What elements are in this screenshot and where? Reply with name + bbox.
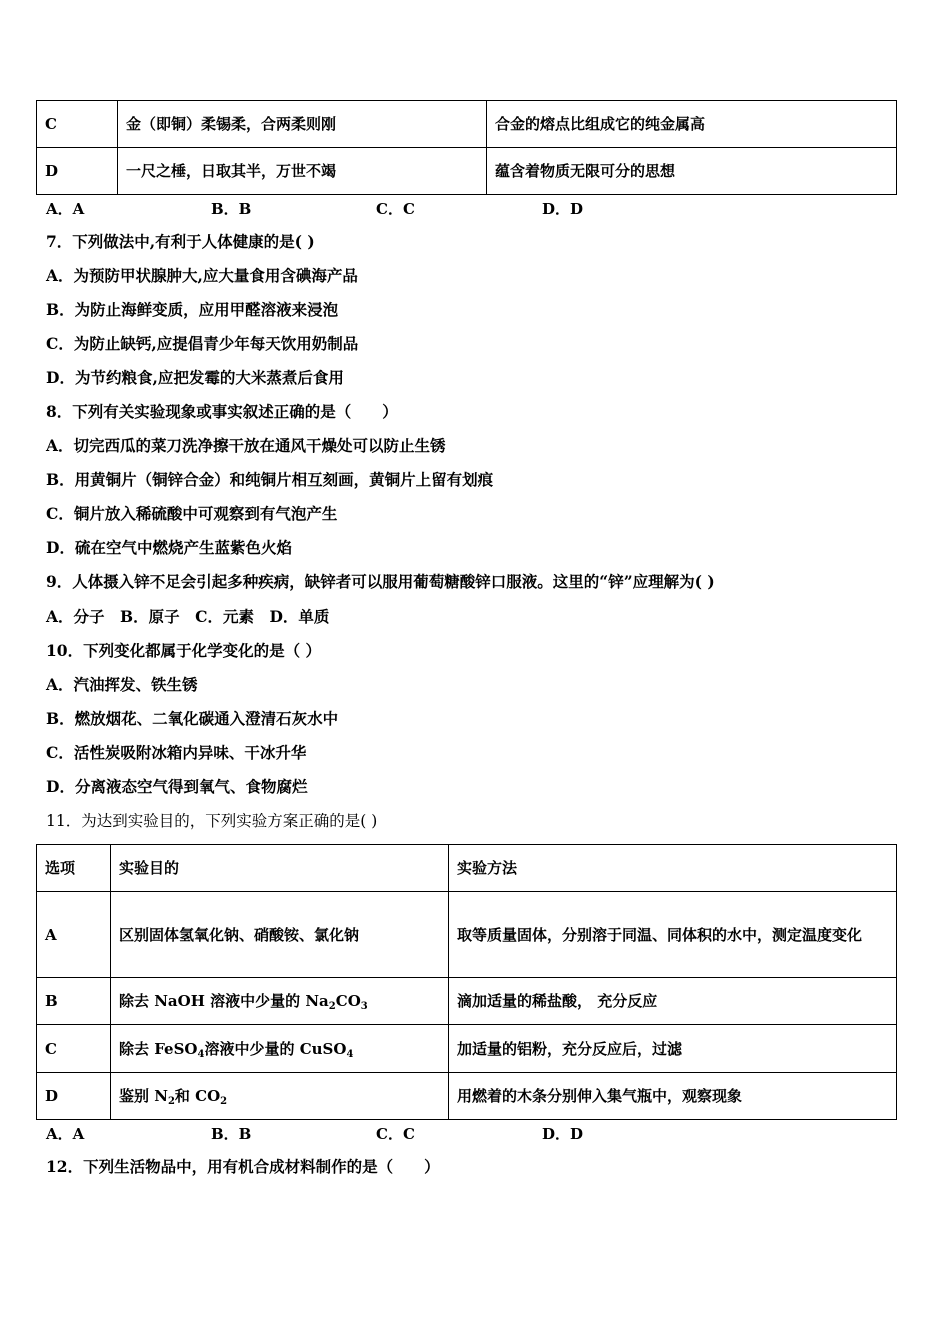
purpose-cell — [111, 1073, 449, 1120]
option-cell: B — [37, 978, 111, 1025]
question-10-option-d: D．分离液态空气得到氧气、食物腐烂 — [46, 777, 308, 796]
purpose-cell — [111, 978, 449, 1025]
method-cell: 滴加适量的稀盐酸， 充分反应 — [449, 978, 897, 1025]
question-8-stem: 8．下列有关实验现象或事实叙述正确的是（ ） — [46, 402, 398, 421]
question-7-option-a: A．为预防甲状腺肿大,应大量食用含碘海产品 — [46, 266, 358, 285]
answer-option-b: B．B — [211, 1125, 252, 1143]
answer-options-row — [46, 199, 646, 219]
answer-option-c: C．C — [376, 200, 415, 218]
text-cell: 一尺之棰，日取其半，万世不竭 — [118, 148, 487, 195]
question-7-option-c: C．为防止缺钙,应提倡青少年每天饮用奶制品 — [46, 334, 359, 353]
method-cell: 加适量的铝粉，充分反应后，过滤 — [449, 1025, 897, 1073]
purpose-text: 除去 FeSO — [119, 1039, 198, 1058]
method-cell: 用燃着的木条分别伸入集气瓶中，观察现象 — [449, 1073, 897, 1120]
option-cell: A — [37, 892, 111, 978]
purpose-text: 和 CO — [174, 1087, 221, 1105]
subscript: 4 — [197, 1048, 205, 1060]
table-row — [37, 892, 897, 978]
question-10-option-c: C．活性炭吸附冰箱内异味、干冰升华 — [46, 743, 307, 762]
text-cell: 金（即铜）柔锡柔，合两柔则刚 — [118, 101, 487, 148]
answer-option-a: A．A — [46, 1125, 85, 1143]
answer-option-a: A．A — [46, 200, 85, 218]
table-header-row — [37, 845, 897, 892]
question-8-option-c: C．铜片放入稀硫酸中可观察到有气泡产生 — [46, 504, 338, 523]
question-10-stem: 10．下列变化都属于化学变化的是（ ） — [46, 641, 321, 660]
table-row — [37, 148, 897, 195]
question-10-option-b: B．燃放烟花、二氧化碳通入澄清石灰水中 — [46, 709, 339, 728]
explanation-cell: 蕴含着物质无限可分的思想 — [487, 148, 897, 195]
answer-option-d: D．D — [542, 1125, 584, 1143]
purpose-text: 鉴别 N — [119, 1087, 168, 1105]
subscript: 2 — [220, 1096, 228, 1107]
subscript: 2 — [167, 1096, 175, 1107]
question-10-option-a: A．汽油挥发、铁生锈 — [46, 675, 198, 694]
header-purpose: 实验目的 — [111, 845, 449, 892]
table-row — [37, 1073, 897, 1120]
header-option: 选项 — [37, 845, 111, 892]
question-11-text: 为达到实验目的，下列实验方案正确的是( ) — [81, 812, 378, 830]
option-cell: C — [37, 1025, 111, 1073]
option-cell: C — [37, 101, 118, 148]
question-9-stem: 9．人体摄入锌不足会引起多种疾病，缺锌者可以服用葡萄糖酸锌口服液。这里的“锌”应理解为( ) — [46, 572, 715, 591]
purpose-cell — [111, 1025, 449, 1073]
question-7-stem: 7．下列做法中,有利于人体健康的是( ) — [46, 232, 315, 251]
answer-option-c: C．C — [376, 1125, 415, 1143]
purpose-text: CO — [335, 992, 361, 1010]
experiment-table — [36, 844, 897, 1120]
question-7-option-b: B．为防止海鲜变质，应用甲醛溶液来浸泡 — [46, 300, 339, 319]
question-9-options: A．分子 B．原子 C．元素 D．单质 — [46, 607, 330, 626]
question-8-option-a: A．切完西瓜的菜刀洗净擦干放在通风干燥处可以防止生锈 — [46, 436, 446, 455]
table-row — [37, 978, 897, 1025]
table-row — [37, 101, 897, 148]
header-method: 实验方法 — [449, 845, 897, 892]
subscript: 4 — [346, 1048, 354, 1060]
subscript: 2 — [328, 1001, 336, 1012]
table-row — [37, 1025, 897, 1073]
purpose-text: 除去 NaOH 溶液中少量的 Na — [119, 992, 329, 1010]
question-11-number: 11． — [46, 812, 82, 830]
question-12-stem: 12．下列生活物品中，用有机合成材料制作的是（ ） — [46, 1157, 440, 1176]
purpose-text: 溶液中少量的 CuSO — [204, 1039, 347, 1058]
option-cell: D — [37, 148, 118, 195]
option-cell: D — [37, 1073, 111, 1120]
method-cell: 取等质量固体，分别溶于同温、同体积的水中，测定温度变化 — [449, 892, 897, 978]
question-11-stem — [46, 811, 377, 831]
purpose-cell: 区别固体氢氧化钠、硝酸铵、氯化钠 — [111, 892, 449, 978]
answer-option-d: D．D — [542, 200, 584, 218]
subscript: 3 — [360, 1001, 368, 1012]
continuation-table — [36, 100, 897, 195]
question-8-option-b: B．用黄铜片（铜锌合金）和纯铜片相互刻画，黄铜片上留有划痕 — [46, 470, 494, 489]
question-7-option-d: D．为节约粮食,应把发霉的大米蒸煮后食用 — [46, 368, 344, 387]
question-8-option-d: D．硫在空气中燃烧产生蓝紫色火焰 — [46, 538, 292, 557]
explanation-cell: 合金的熔点比组成它的纯金属高 — [487, 101, 897, 148]
answer-option-b: B．B — [211, 200, 252, 218]
answer-options-row — [46, 1124, 646, 1144]
